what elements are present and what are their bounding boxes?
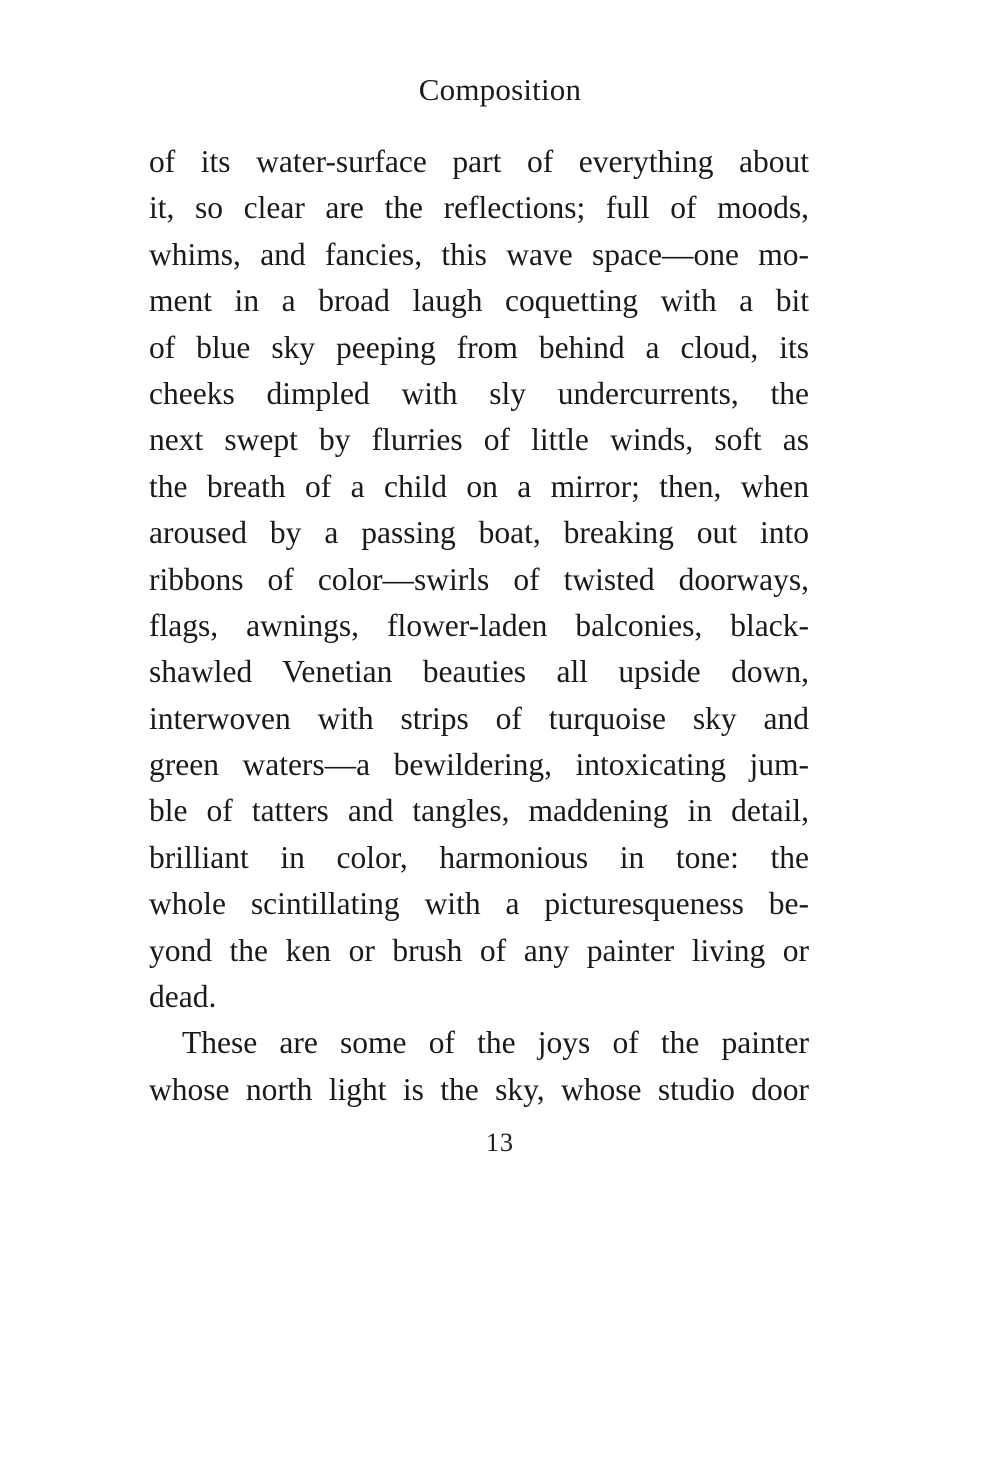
page-number: 13 <box>486 1128 514 1157</box>
text-line: next swept by flurries of little winds, soft as <box>149 422 809 458</box>
text-line: shawled Venetian beauties all upside down, <box>149 654 809 690</box>
text-line: of blue sky peeping from behind a cloud, its <box>149 329 809 365</box>
text-line: ble of tatters and tangles, maddening in detail, <box>149 793 809 829</box>
text-line: yond the ken or brush of any painter living or <box>149 932 809 968</box>
text-line: the breath of a child on a mirror; then, when <box>149 468 809 504</box>
text-line: of its water-surface part of everything about <box>149 144 809 179</box>
text-line: whole scintillating with a picturesqueness be- <box>149 886 809 922</box>
text-line: flags, awnings, flower-laden balconies, black- <box>149 607 809 643</box>
text-line: These are some of the joys of the painter <box>182 1025 809 1061</box>
text-line: whims, and fancies, this wave space—one mo- <box>149 236 809 272</box>
text-line: brilliant in color, harmonious in tone: the <box>149 839 809 875</box>
text-line: interwoven with strips of turquoise sky and <box>149 700 809 736</box>
paragraph-1 <box>149 139 809 1020</box>
text-line: dead. <box>149 979 217 1015</box>
body-text <box>149 139 809 1113</box>
text-line: cheeks dimpled with sly undercurrents, the <box>149 375 809 411</box>
text-line: ribbons of color—swirls of twisted doorways, <box>149 561 809 597</box>
paragraph-2 <box>149 1020 809 1113</box>
text-line: it, so clear are the reflections; full of moods, <box>149 190 809 226</box>
running-head: Composition <box>418 72 582 107</box>
text-line: green waters—a bewildering, intoxicating jum- <box>149 747 809 783</box>
text-line: aroused by a passing boat, breaking out into <box>149 515 809 551</box>
text-line: ment in a broad laugh coquetting with a bit <box>149 283 809 319</box>
text-line: whose north light is the sky, whose studio door <box>149 1071 809 1107</box>
